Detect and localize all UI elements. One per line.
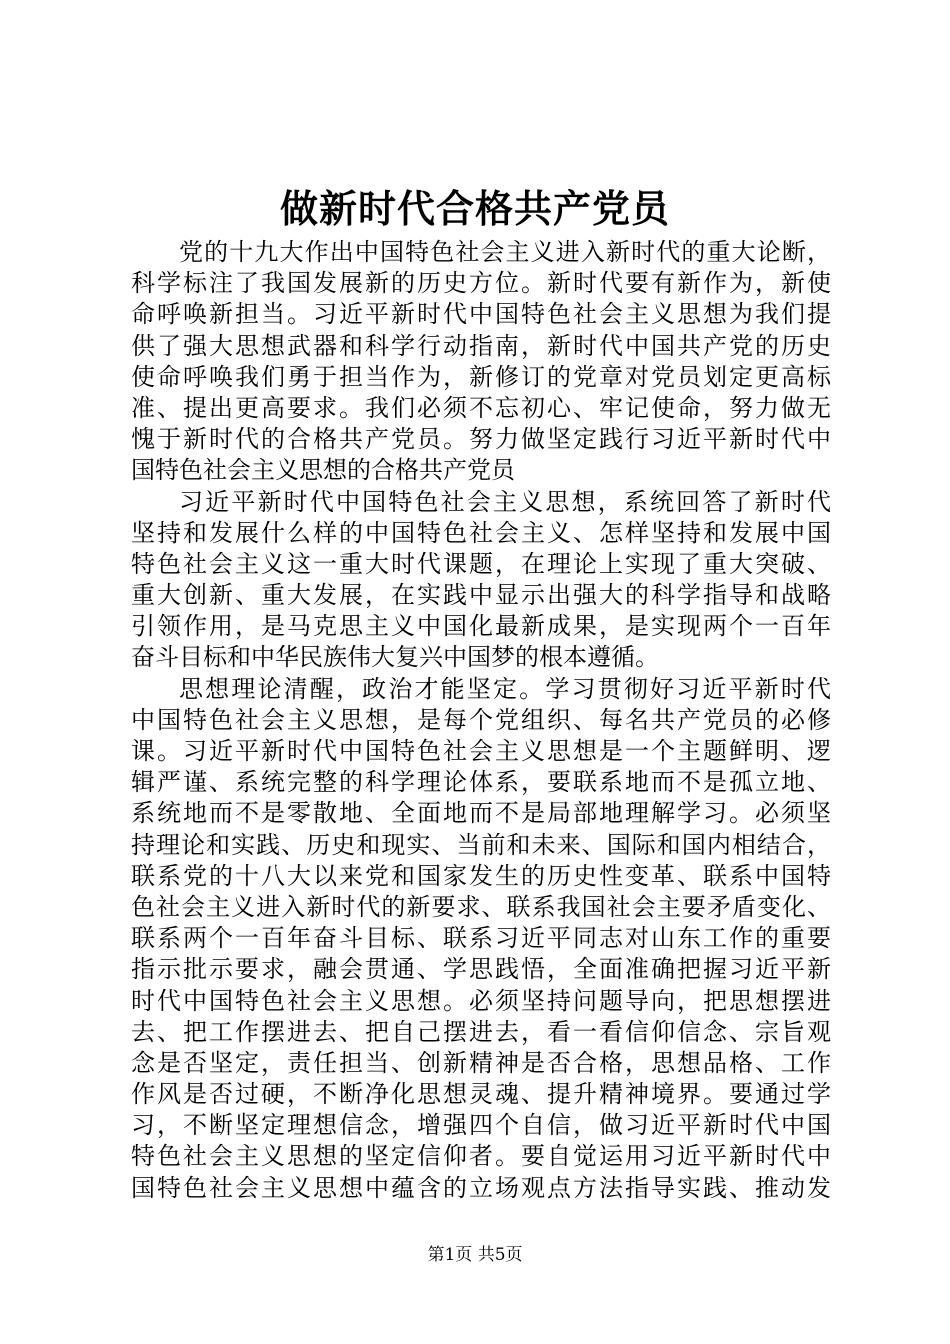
document-body: [131, 237, 831, 1204]
text-line: 重大创新、重大发展，在实践中显示出强大的科学指导和战略: [131, 581, 831, 610]
text-line: 习，不断坚定理想信念，增强四个自信，做习近平新时代中国: [131, 1111, 831, 1140]
text-line: 科学标注了我国发展新的历史方位。新时代要有新作为，新使: [131, 269, 831, 298]
page-footer: 第1页 共5页: [427, 1245, 523, 1265]
text-line: 联系两个一百年奋斗目标、联系习近平同志对山东工作的重要: [131, 924, 831, 953]
text-line: 去、把工作摆进去、把自己摆进去，看一看信仰信念、宗旨观: [131, 1017, 831, 1046]
text-line: 时代中国特色社会主义思想。必须坚持问题导向，把思想摆进: [131, 986, 831, 1015]
text-line: 思想理论清醒，政治才能坚定。学习贯彻好习近平新时代: [179, 674, 831, 703]
text-line: 习近平新时代中国特色社会主义思想，系统回答了新时代: [179, 487, 831, 516]
text-line: 国特色社会主义思想的合格共产党员: [131, 456, 515, 485]
text-line: 中国特色社会主义思想，是每个党组织、每名共产党员的必修: [131, 705, 831, 734]
text-line: 愧于新时代的合格共产党员。努力做坚定践行习近平新时代中: [131, 425, 831, 454]
text-line: 色社会主义进入新时代的新要求、联系我国社会主要矛盾变化、: [131, 892, 831, 921]
paragraph-1: [131, 237, 831, 487]
paragraph-3: [131, 674, 831, 1204]
text-line: 念是否坚定，责任担当、创新精神是否合格，思想品格、工作: [131, 1048, 831, 1077]
text-line: 联系党的十八大以来党和国家发生的历史性变革、联系中国特: [131, 861, 831, 890]
text-line: 指示批示要求，融会贯通、学思践悟，全面准确把握习近平新: [131, 955, 831, 984]
text-line: 党的十九大作出中国特色社会主义进入新时代的重大论断，: [179, 238, 831, 266]
text-line: 引领作用，是马克思主义中国化最新成果，是实现两个一百年: [131, 612, 831, 641]
page-title: 做新时代合格共产党员: [279, 186, 670, 231]
text-line: 供了强大思想武器和科学行动指南，新时代中国共产党的历史: [131, 331, 831, 360]
text-line: 奋斗目标和中华民族伟大复兴中国梦的根本遵循。: [131, 643, 659, 672]
text-line: 系统地而不是零散地、全面地而不是局部地理解学习。必须坚: [131, 799, 831, 828]
paragraph-2: [131, 487, 831, 674]
text-line: 使命呼唤我们勇于担当作为，新修订的党章对党员划定更高标: [131, 362, 831, 391]
text-line: 辑严谨、系统完整的科学理论体系，要联系地而不是孤立地、: [131, 768, 831, 797]
text-line: 准、提出更高要求。我们必须不忘初心、牢记使命，努力做无: [131, 393, 831, 422]
text-line: 特色社会主义思想的坚定信仰者。要自觉运用习近平新时代中: [131, 1142, 831, 1171]
text-line: 命呼唤新担当。习近平新时代中国特色社会主义思想为我们提: [131, 300, 831, 329]
text-line: 课。习近平新时代中国特色社会主义思想是一个主题鲜明、逻: [131, 737, 831, 765]
text-line: 特色社会主义这一重大时代课题，在理论上实现了重大突破、: [131, 549, 831, 578]
text-line: 持理论和实践、历史和现实、当前和未来、国际和国内相结合，: [131, 830, 831, 859]
text-line: 作风是否过硬，不断净化思想灵魂、提升精神境界。要通过学: [131, 1080, 831, 1109]
text-line: 国特色社会主义思想中蕴含的立场观点方法指导实践、推动发: [131, 1173, 831, 1202]
text-line: 坚持和发展什么样的中国特色社会主义、怎样坚持和发展中国: [131, 518, 831, 547]
